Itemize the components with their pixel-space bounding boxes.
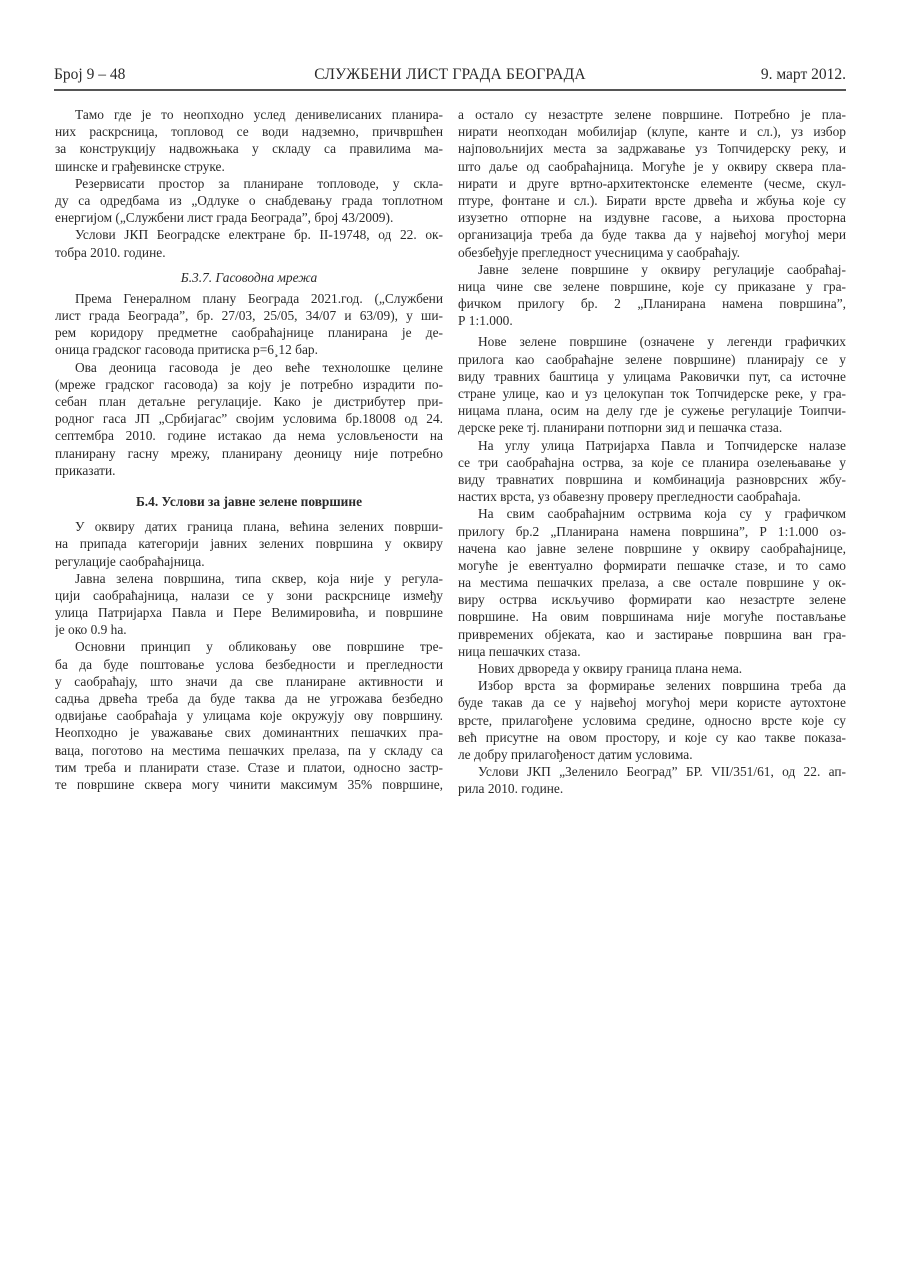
text-line: садња дрвећа треба да буде таква да не угрожава безбедно	[55, 691, 443, 706]
text-line: стране улице, као и уз целокупан ток Топчидерске реке, у гра-	[458, 386, 846, 401]
text-line: површине. На овим површинама није могуће постављање	[458, 609, 846, 625]
text-line: Неопходно је уважавање свих доминантних пешачких пра-	[55, 725, 443, 741]
paragraph-species-selection	[458, 677, 846, 763]
paragraph-public-green-regulation	[458, 261, 846, 330]
paragraph-heating-conditions	[55, 226, 443, 260]
text-line: тобра 2010. године.	[55, 244, 166, 260]
text-line: на припада категорији јавних зелених површина у оквиру	[55, 536, 443, 552]
text-line: Нових дрвореда у оквиру граница плана нема.	[478, 661, 743, 676]
paragraph-traffic-islands	[458, 437, 846, 506]
text-line: Избор врста за формирање зелених површина треба да	[478, 678, 846, 694]
text-line: а остало су незастрте зелене површине. Потребно је пла-	[458, 107, 846, 122]
text-line: изузетно отпорне на издувне гасове, а њихова просторна	[458, 210, 846, 226]
text-line: Резервисати простор за планиране топловоде, у скла-	[75, 175, 443, 191]
text-line: организација треба да буде таква да у највећој могућој мери	[458, 227, 846, 243]
text-line: Услови ЈКП „Зеленило Београд” БР. VII/351/61, од 22. ап-	[478, 764, 846, 780]
text-line: На углу улица Патријарха Павла и Топчидерске налазе	[478, 437, 846, 453]
paragraph-green-majority	[55, 518, 443, 570]
paragraph-gas-general-plan	[55, 290, 443, 359]
text-line: већ присутне на овом простору, и које су као такве показа-	[458, 729, 846, 745]
text-line: планирану гасну мрежу, планирану деоницу није потребно	[55, 445, 443, 461]
text-line: них раскрсница, топловод се води надземно, причвршћен	[55, 124, 443, 140]
text-line: на местима пешачких прелаза, а све остале површине у ок-	[458, 575, 846, 591]
text-line: за конструкцију надвожњака у складу са правилима ма-	[55, 141, 443, 157]
paragraph-heating-overground	[55, 106, 443, 175]
paragraph-design-principle	[55, 638, 443, 793]
text-line: Р 1:1.000.	[458, 313, 513, 329]
text-line: те површине сквера могу чинити максимум 35% површине,	[55, 776, 443, 792]
text-line: обезбеђује прегледност учесницима у саобраћају.	[458, 244, 740, 260]
text-line: лист града Београда”, бр. 27/03, 25/05, 34/07 и 63/09), у ши-	[55, 308, 443, 324]
section-heading-green-areas: Б.4. Услови за јавне зелене површине	[135, 493, 363, 509]
text-line: виду травних баштица у улицама Раковички пут, са источне	[458, 368, 846, 384]
issue-number: Број 9 – 48	[54, 66, 126, 83]
text-line: фичком прилогу бр. 2 „Планирана намена површина”,	[458, 296, 846, 312]
text-line: У оквиру датих граница плана, већина зелених површи-	[75, 519, 443, 535]
text-line: настих врста, уз обавезну проверу прегледности саобраћаја.	[458, 489, 801, 505]
text-line: се три саобраћајна острва, за које се планира озелењавање у	[458, 454, 846, 470]
text-line: што даље од саобраћајница. Могуће је у оквиру сквера пла-	[458, 158, 846, 174]
text-line: Према Генералном плану Београда 2021.год. („Службени	[75, 290, 443, 306]
paragraph-heating-reserve	[55, 175, 443, 227]
text-line: енергијом („Службени лист града Београда”, број 43/2009).	[55, 210, 394, 226]
text-line: рила 2010. године.	[458, 781, 564, 797]
text-line: ба да буде поштовање услова безбедности и прегледности	[55, 656, 443, 672]
text-line: регулације саобраћајница.	[55, 553, 205, 569]
page-header	[54, 66, 846, 88]
text-line: ваца, поготово на местима пешачких прелаза, па у складу са	[55, 742, 443, 758]
section-heading-gas-network: Б.3.7. Гасоводна мрежа	[180, 269, 318, 285]
text-line: Ова деоница гасовода је део веће технолошке целине	[75, 359, 443, 375]
text-line: начена као јавне зелене површине у оквиру саобраћајнице,	[458, 540, 846, 556]
header-rule	[54, 89, 846, 91]
text-line: приказати.	[55, 462, 116, 478]
text-line: Нове зелене површине (означене у легенди графичких	[478, 334, 846, 350]
text-line: прилога као саобраћајне зелене површине) планирају се у	[458, 351, 846, 367]
text-line: цији саобраћајница, налази се у зони раскрснице између	[55, 587, 443, 603]
text-line: Јавна зелена површина, типа сквер, која није у регула-	[75, 570, 443, 586]
text-line: ница пешачких стаза.	[458, 643, 581, 659]
text-line: нирати и друге вртно-архитектонске елементе (чесме, скул-	[458, 175, 846, 191]
text-line: прилогу бр.2 „Планирана намена површина”, Р 1:1.000 оз-	[458, 523, 846, 539]
paragraph-no-tree-lines	[458, 660, 846, 677]
text-line: Услови ЈКП Београдске електране бр. II-19748, од 22. ок-	[75, 227, 443, 243]
text-line: септембра 2010. године истакао да нема условљености на	[55, 428, 443, 444]
publication-title: СЛУЖБЕНИ ЛИСТ ГРАДА БЕОГРАДА	[314, 66, 586, 83]
text-line: оница градског гасовода притиска р=6¸12 бар.	[55, 342, 318, 358]
text-line: ница чине све зелене површине, које су приказане у гра-	[458, 278, 846, 294]
text-line: шинске и грађевинске струке.	[55, 158, 225, 174]
text-line: Јавне зелене површине у оквиру регулације саобраћај-	[478, 261, 846, 277]
text-line: тим треба и планирати стазе. Стазе и платои, односно застр-	[55, 759, 443, 775]
paragraph-green-square	[55, 570, 443, 639]
text-line: ду са одредбама из „Одлуке о снабдевању града топлотном	[55, 192, 443, 208]
text-line: виру острва искључиво формирати као незастрте зелене	[458, 592, 846, 608]
text-line: виду травнатих површина и комбинација разноврсних жбу-	[458, 471, 846, 487]
publication-date: 9. март 2012.	[760, 66, 846, 83]
text-line: птуре, фонтане и сл.). Бирати врсте дрвећа и жбуња које су	[458, 192, 846, 208]
paragraph-gas-section	[55, 359, 443, 479]
text-line: буде такав да се у највећој могућој мери користе аутохтоне	[458, 695, 846, 711]
left-column	[55, 106, 443, 793]
paragraph-new-green-areas	[458, 333, 846, 436]
text-line: дерске реке тј. планирани потпорни зид и пешачка стаза.	[458, 420, 783, 436]
text-line: Основни принцип у обликовању ове површине тре-	[75, 639, 443, 655]
text-line: Тамо где је то неопходно услед денивелисаних планира-	[75, 107, 443, 122]
text-line: родног гаса ЈП „Србијагас” својим условима бр.18008 од 24.	[55, 411, 443, 427]
text-line: ле добру прилагођеност датим условима.	[458, 746, 693, 762]
text-line: (мреже градског гасовода) за коју је потребно израдити по-	[55, 376, 443, 392]
text-line: улица Патријарха Павла и Пере Велимировића, и површине	[55, 605, 443, 621]
paragraph-islands-paths	[458, 505, 846, 660]
paragraph-green-conditions	[458, 763, 846, 797]
text-line: је око 0.9 ha.	[55, 622, 127, 638]
text-line: у саобраћају, што значи да све планиране активности и	[55, 673, 443, 689]
spacer	[55, 261, 443, 269]
text-line: На свим саобраћајним острвима која су у графичком	[478, 506, 846, 522]
text-line: нирати неопходан мобилијар (клупе, канте и сл.), уз избор	[458, 124, 846, 140]
text-line: рем коридору предметне саобраћајнице планирана је де-	[55, 325, 443, 341]
right-column	[458, 106, 846, 798]
spacer	[55, 479, 443, 493]
text-line: врсте, прилагођене условима средине, односно врсте које су	[458, 712, 846, 728]
text-line: најповољнијих места за задржавање уз Топчидерску реку, и	[458, 141, 846, 157]
text-line: одвијање саобраћаја у улицама које окружују ову површину.	[55, 708, 443, 724]
text-line: могуће је евентуално формирати пешачке стазе, и то само	[458, 557, 846, 573]
spacer	[55, 510, 443, 518]
text-line: ницама плана, осим на делу где је сужење регулације Тоипчи-	[458, 403, 846, 419]
text-line: себан план детаљне регулације. Како је дистрибутер при-	[55, 394, 443, 409]
paragraph-square-continued	[458, 106, 846, 261]
text-line: привремених објеката, као и застирање површина ван гра-	[458, 626, 846, 642]
